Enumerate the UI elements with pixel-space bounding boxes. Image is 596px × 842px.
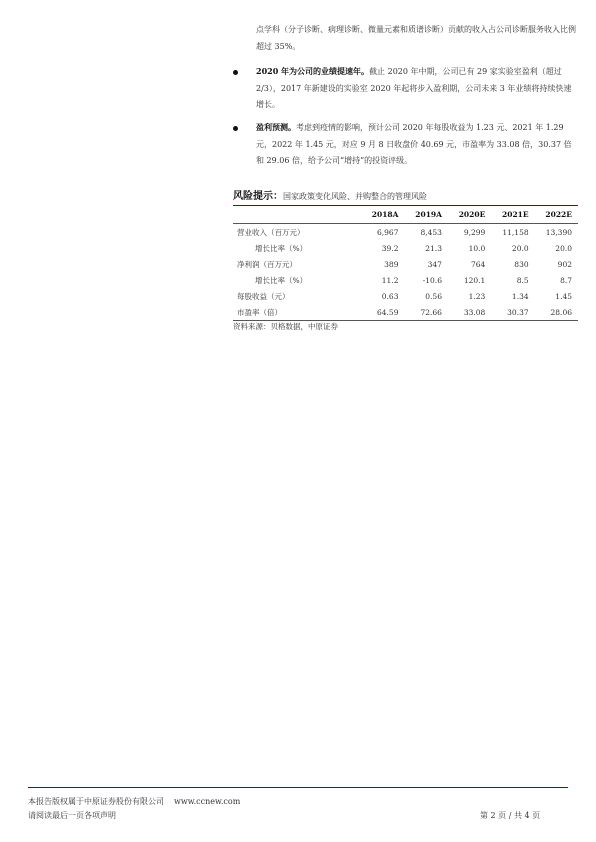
table-cell: 10.0 bbox=[468, 243, 486, 253]
table-header-row bbox=[233, 206, 578, 224]
risk-text: 国家政策变化风险、并购整合的管理风险 bbox=[283, 192, 427, 201]
table-cell: 8.5 bbox=[516, 275, 529, 285]
table-row bbox=[233, 304, 578, 321]
footer-website-link[interactable]: www.ccnew.com bbox=[174, 797, 241, 806]
table-cell: 13,390 bbox=[545, 227, 572, 237]
footer-copyright: 本报告版权属于中原证券股份有限公司 bbox=[28, 797, 164, 806]
footer-notice: 请阅读最后一页各项声明 bbox=[28, 811, 116, 820]
table-cell: -10.6 bbox=[422, 275, 442, 285]
row-label: 净利润（百万元） bbox=[237, 259, 297, 269]
table-cell: 6,967 bbox=[377, 227, 399, 237]
table-cell: 1.34 bbox=[511, 291, 529, 301]
paragraph-growth bbox=[256, 63, 576, 114]
table-cell: 39.2 bbox=[381, 243, 399, 253]
table-header-cell: 2019A bbox=[415, 210, 442, 219]
table-cell: 8,453 bbox=[420, 227, 442, 237]
table-cell: 28.06 bbox=[550, 307, 572, 317]
row-label: 市盈率（倍） bbox=[237, 307, 282, 317]
table-cell: 0.63 bbox=[381, 291, 399, 301]
table-cell: 9,299 bbox=[463, 227, 486, 237]
paragraph-forecast-heading: 盈利预测。 bbox=[256, 122, 296, 132]
table-cell: 764 bbox=[470, 259, 486, 269]
page-number: 第 2 页 / 共 4 页 bbox=[480, 811, 541, 820]
footer-copyright-line bbox=[28, 796, 250, 807]
paragraph-forecast bbox=[256, 119, 576, 170]
table-cell: 20.0 bbox=[511, 243, 529, 253]
table-cell: 830 bbox=[514, 259, 529, 269]
table-cell: 120.1 bbox=[463, 275, 486, 285]
bullet-icon bbox=[233, 126, 238, 131]
paragraph-forecast-text: 考虑到疫情的影响，预计公司 2020 年每股收益为 1.23 元、2021 年 1.29 元，2022 年 1.45 元，对应 9 月 8 日收盘价 40.69 元，市盈率为 33.08 倍，30.37 倍和 29.06 倍，给予公司“增持”的投资评级。 bbox=[256, 123, 572, 165]
table-cell: 33.08 bbox=[463, 307, 486, 317]
table-cell: 64.59 bbox=[377, 307, 399, 317]
risk-title: 风险提示： bbox=[233, 191, 283, 202]
table-cell: 11,158 bbox=[502, 227, 529, 237]
table-row bbox=[233, 272, 578, 288]
table-cell: 1.23 bbox=[468, 291, 486, 301]
row-label: 增长比率（%） bbox=[255, 243, 308, 253]
table-cell: 8.7 bbox=[560, 275, 572, 285]
table-header-cell: 2018A bbox=[371, 210, 399, 219]
row-label: 营业收入（百万元） bbox=[237, 227, 305, 237]
table-row bbox=[233, 256, 578, 272]
paragraph-diagnostics bbox=[256, 22, 576, 55]
row-label: 增长比率（%） bbox=[255, 275, 308, 285]
table-cell: 20.0 bbox=[555, 243, 572, 253]
risk-warning bbox=[233, 188, 578, 206]
table-cell: 1.45 bbox=[555, 291, 572, 301]
table-row bbox=[233, 240, 578, 256]
table-cell: 389 bbox=[384, 259, 399, 269]
table-cell: 0.56 bbox=[425, 291, 442, 301]
table-header-cell: 2021E bbox=[502, 210, 529, 219]
table-header-cell bbox=[233, 206, 361, 224]
footer-divider bbox=[28, 787, 568, 788]
row-label: 每股收益（元） bbox=[237, 291, 290, 301]
bullet-icon bbox=[233, 70, 238, 75]
table-row bbox=[233, 288, 578, 304]
table-header-cell: 2022E bbox=[545, 210, 572, 219]
paragraph-growth-heading: 2020 年为公司的业绩提速年。 bbox=[256, 66, 370, 76]
paragraph-growth-text: 截止 2020 年中期，公司已有 29 家实验室盈利（超过 2/3），2017 年新建设的实验室 2020 年起将步入盈利期，公司未来 3 年业绩将持续快速增长。 bbox=[256, 67, 572, 109]
table-cell: 347 bbox=[427, 259, 442, 269]
table-cell: 30.37 bbox=[507, 307, 529, 317]
table-cell: 21.3 bbox=[425, 243, 442, 253]
table-row bbox=[233, 224, 578, 241]
table-cell: 902 bbox=[557, 259, 572, 269]
table-source-note: 资料来源：贝格数据，中原证券 bbox=[233, 322, 338, 331]
table-cell: 72.66 bbox=[420, 307, 442, 317]
paragraph-diagnostics-text: 点学科（分子诊断、病理诊断、微量元素和质谱诊断）贡献的收入占公司诊断服务收入比例超过 35%。 bbox=[256, 25, 576, 51]
table-header-cell: 2020E bbox=[458, 210, 486, 219]
table-cell: 11.2 bbox=[381, 275, 399, 285]
financial-forecast-table bbox=[233, 206, 578, 321]
